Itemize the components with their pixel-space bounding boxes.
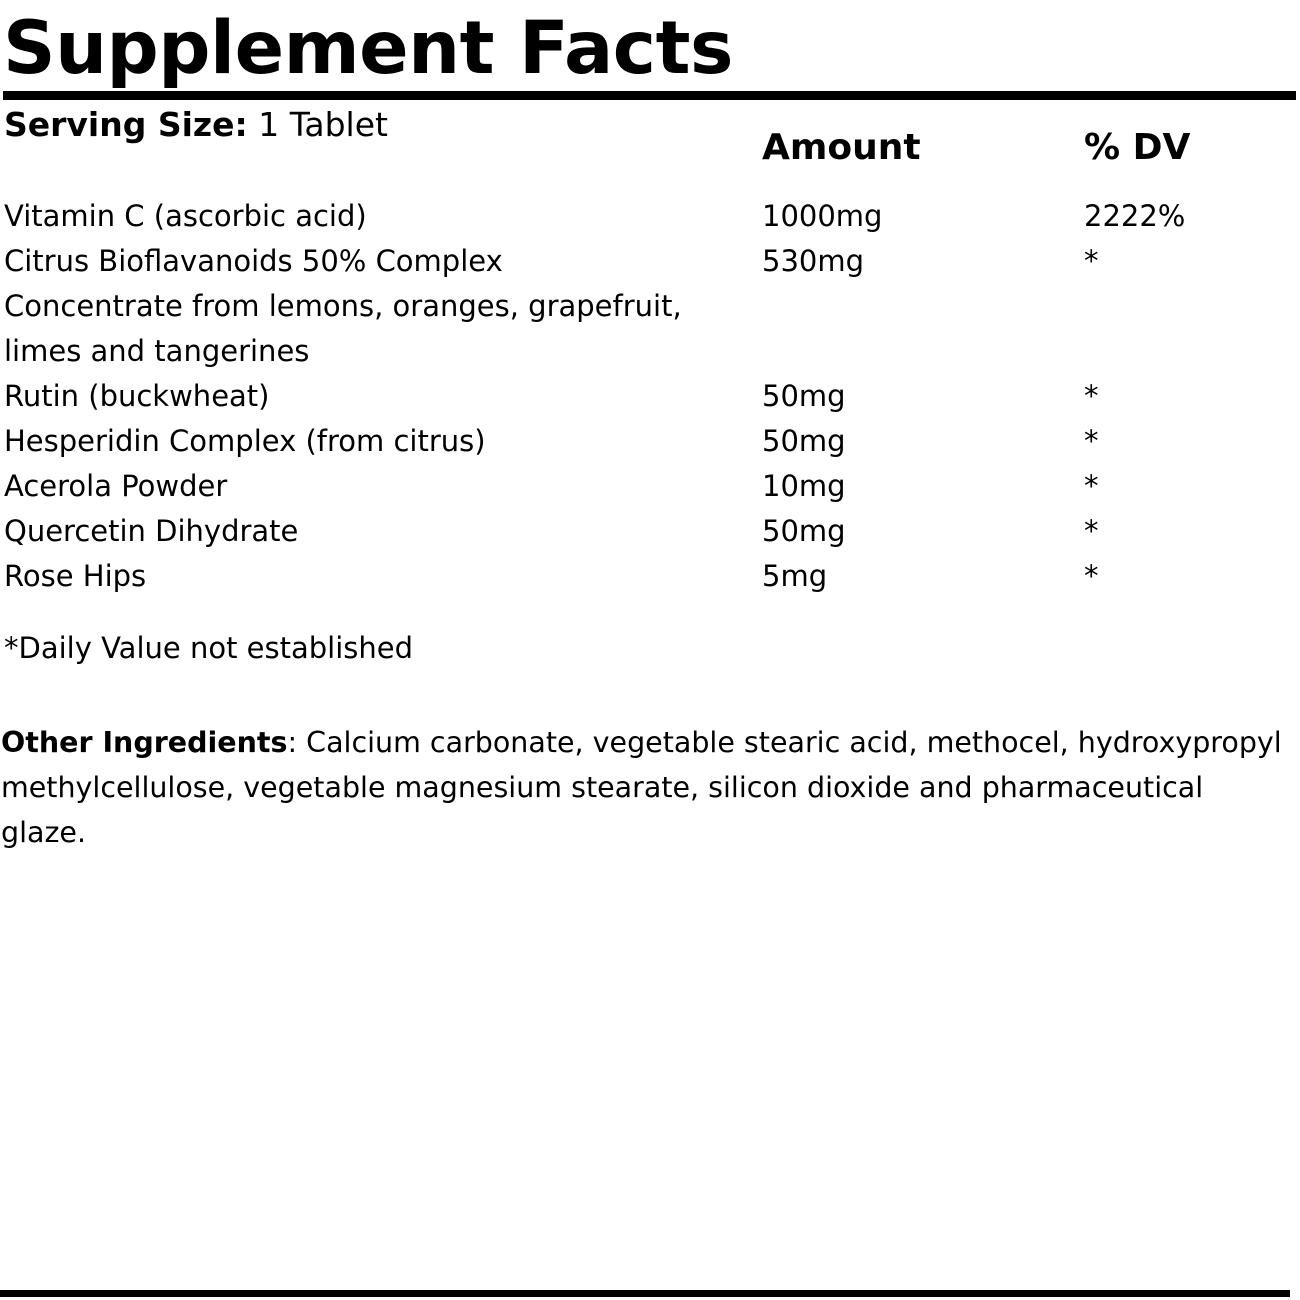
ingredient-table [0,194,1300,599]
page-title: Supplement Facts [3,6,733,91]
ingredient-row [0,509,1300,554]
ingredient-amount: 50mg [762,424,846,458]
ingredient-amount: 1000mg [762,199,883,233]
ingredient-row [0,554,1300,599]
ingredient-amount: 530mg [762,244,865,278]
ingredient-name: Citrus Bioflavanoids 50% Complex [4,244,503,278]
ingredient-amount: 50mg [762,379,846,413]
ingredient-amount: 5mg [762,559,828,593]
ingredient-dv: * [1084,469,1099,503]
ingredient-name: Acerola Powder [4,469,228,503]
ingredient-dv: * [1084,514,1099,548]
top-divider [3,91,1296,100]
ingredient-dv: * [1084,379,1099,413]
ingredient-name: Concentrate from lemons, oranges, grapefruit, limes and tangerines [4,289,682,368]
serving-size-value: 1 Tablet [247,105,388,144]
serving-size [4,103,388,147]
other-ingredients-text: : Calcium carbonate, vegetable stearic acid, methocel, hydroxypropyl methylcellulose, vegetable magnesium stearate, silicon dioxide and pharmaceutical glaze. [1,726,1282,849]
ingredient-row [0,464,1300,509]
column-header-dv: % DV [1084,127,1191,168]
ingredient-dv: * [1084,424,1099,458]
bottom-divider [0,1290,1290,1297]
ingredient-row [0,239,1300,284]
serving-size-label: Serving Size: [4,105,248,144]
ingredient-name: Vitamin C (ascorbic acid) [4,199,367,233]
ingredient-dv: * [1084,559,1099,593]
ingredient-name: Hesperidin Complex (from citrus) [4,424,486,458]
ingredient-dv: * [1084,244,1099,278]
daily-value-footnote: *Daily Value not established [4,631,414,665]
ingredient-row [0,419,1300,464]
ingredient-amount: 50mg [762,514,846,548]
ingredient-name: Quercetin Dihydrate [4,514,299,548]
column-header-amount: Amount [762,127,921,168]
ingredient-row [0,374,1300,419]
ingredient-dv: 2222% [1084,199,1186,233]
ingredient-name: Rutin (buckwheat) [4,379,270,413]
ingredient-amount: 10mg [762,469,846,503]
other-ingredients [1,720,1293,855]
ingredient-row [0,284,1300,374]
ingredient-row [0,194,1300,239]
other-ingredients-label: Other Ingredients [1,726,288,759]
ingredient-name: Rose Hips [4,559,147,593]
